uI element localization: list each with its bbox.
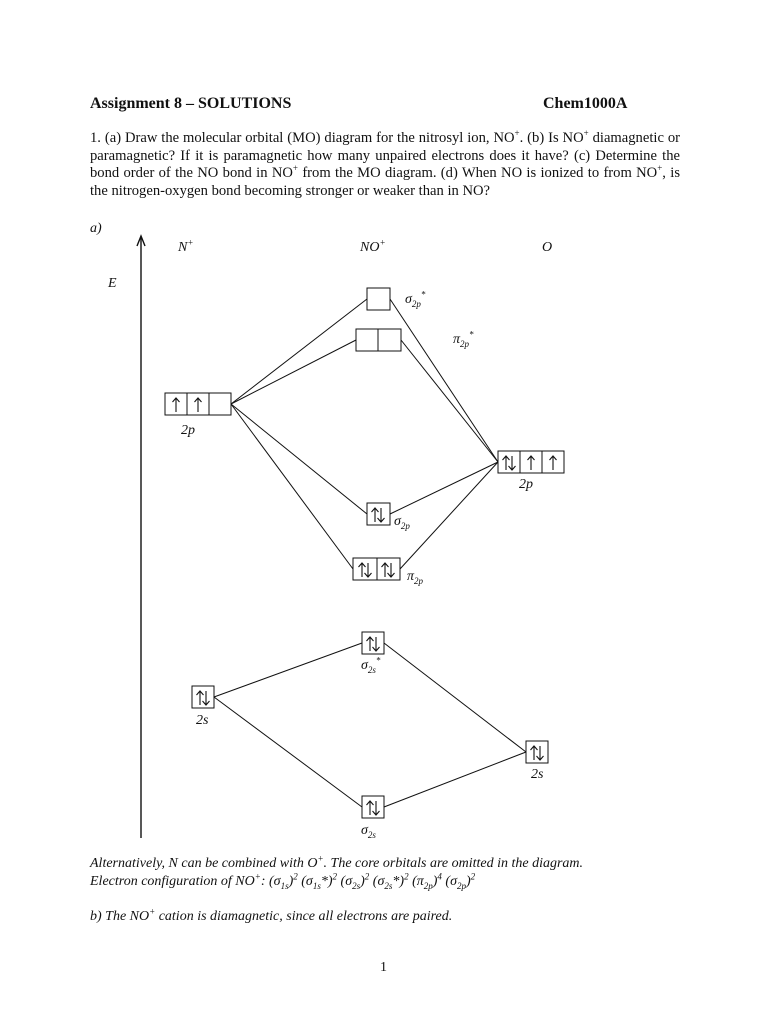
label-o-2s: 2s [531, 767, 544, 782]
part-a-label: a) [90, 221, 102, 236]
energy-axis-label: E [108, 276, 117, 291]
answer-b: b) The NO+ cation is diamagnetic, since all electrons are paired. [90, 906, 453, 924]
orbital-box-n-2p-3 [209, 393, 231, 415]
orbital-box-o-2p-1 [498, 451, 520, 473]
column-label-n-plus: N+ [178, 237, 194, 255]
alternative-note: Alternatively, N can be combined with O+. The core orbitals are omitted in the diagram. [90, 853, 584, 871]
orbital-box-sigma2s [362, 796, 384, 818]
orbital-box-pi2p-star-1 [356, 329, 378, 351]
orbital-box-pi2p-star-2 [378, 329, 401, 351]
config-term: $(\sigma_{1s}*)^2$ [301, 871, 338, 891]
label-pi2p: $\pi_{2p}$ [407, 569, 424, 586]
config-term: $(\sigma_{2s}*)^2$ [372, 871, 409, 891]
config-term: $(\sigma_{2p})^2$ [445, 871, 476, 891]
assignment-title: Assignment 8 – SOLUTIONS [90, 95, 292, 112]
orbital-box-n-2s [192, 686, 214, 708]
course-code: Chem1000A [543, 95, 628, 112]
orbital-box-pi2p-1 [353, 558, 377, 580]
column-label-no-plus: NO+ [360, 237, 386, 255]
orbital-box-o-2s [526, 741, 548, 763]
config-term: $(\pi_{2p})^4$ [412, 871, 442, 891]
label-sigma2s: $\sigma_{2s}$ [361, 823, 376, 840]
config-term: $(\sigma_{2s})^2$ [340, 871, 370, 891]
column-label-o: O [542, 240, 553, 255]
orbital-box-sigma2p [367, 503, 390, 525]
question-part-d: (d) When NO is ionized to from NO+, is the nitrogen-oxygen bond becoming stronger or weaker than in NO? [90, 163, 681, 199]
label-o-2p: 2p [519, 477, 533, 492]
label-sigma2s-star: $\sigma_{2s}^*$ [361, 655, 381, 675]
electron-configuration: Electron configuration of NO+: $(\sigma_{1s})^2$ $(\sigma_{1s}*)^2$ $(\sigma_{2s})^2$ $(\sigma_{2s}*)^2$ $(\pi_{2p})^4$ $(\sigma_{2p})^2$ [90, 871, 476, 891]
question-number: 1. [90, 130, 101, 146]
orbital-box-sigma2p-star [367, 288, 390, 310]
label-sigma2p: $\sigma_{2p}$ [394, 514, 410, 531]
orbital-box-sigma2s-star [362, 632, 384, 654]
question-part-c: (c) Determine the bond order of the NO bond in NO+ from the MO diagram. [90, 147, 681, 182]
label-n-2s: 2s [196, 713, 209, 728]
label-pi2p-star: $\pi_{2p}^*$ [453, 329, 474, 349]
question-part-a: (a) Draw the molecular orbital (MO) diagram for the nitrosyl ion, NO+. [100, 128, 524, 146]
orbital-box-pi2p-2 [377, 558, 400, 580]
label-sigma2p-star: $\sigma_{2p}^*$ [405, 289, 426, 309]
label-n-2p: 2p [181, 423, 195, 438]
config-term: $(\sigma_{1s})^2$ [269, 871, 298, 891]
page-number: 1 [380, 960, 387, 975]
question-part-b: (b) Is NO+ diamagnetic or paramagnetic? If it is paramagnetic how many unpaired electrons does it have? [90, 128, 680, 164]
